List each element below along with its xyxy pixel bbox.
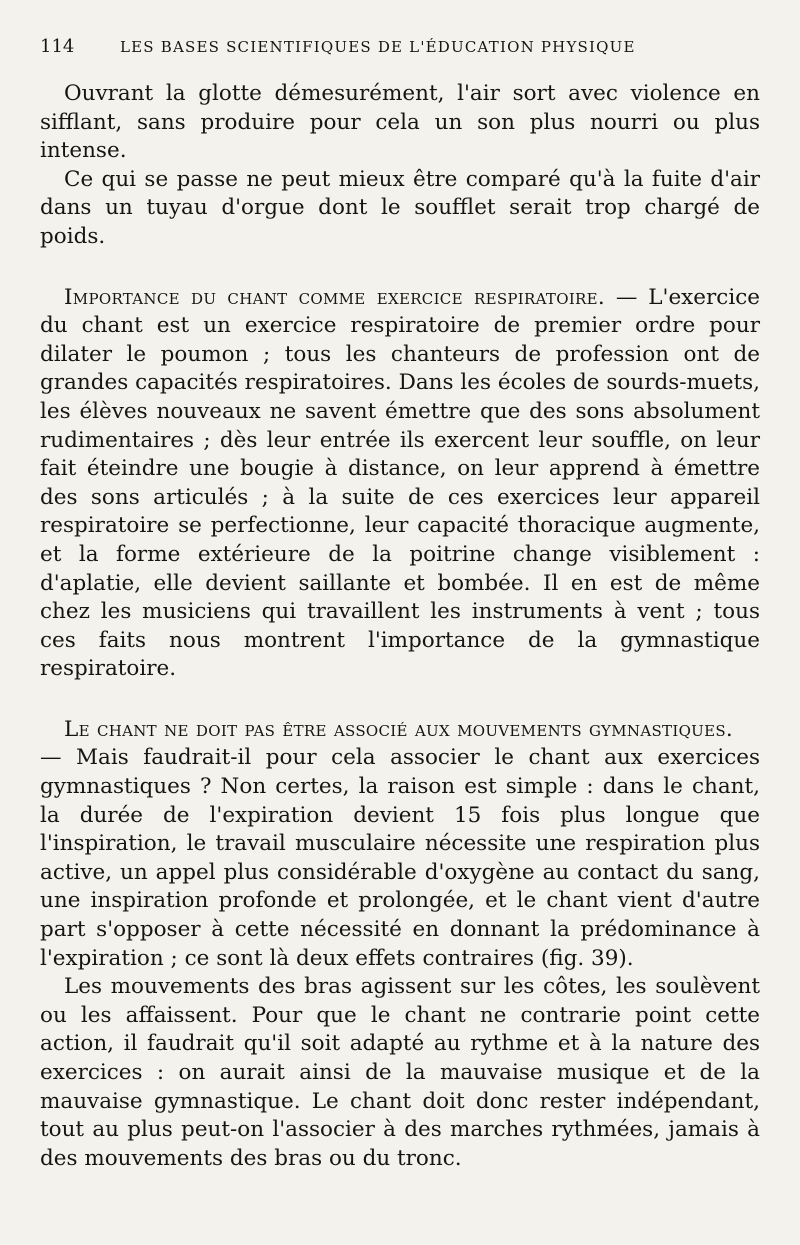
section-paragraph <box>40 284 760 684</box>
section-importance-du-chant <box>40 284 760 684</box>
page-number: 114 <box>40 36 75 57</box>
paragraph-glottis: Ouvrant la glotte démesurément, l'air sort avec violence en sifflant, sans produire pour cela un son plus nourri ou plus intense. <box>40 81 760 164</box>
paragraph-mouvements-des-bras: Les mouvements des bras agissent sur les côtes, les soulèvent ou les affaissent. Pour que le chant ne contrarie point cette action, il faudrait qu'il soit adapté au rythme et à la nature des exercices : on aurait ainsi de la mauvaise musique et de la mauvaise gymnastique. Le chant doit donc rester indépendant, tout au plus peut-on l'associer à des marches rythmées, jamais à des mouvements des bras ou du tronc. <box>40 974 760 1171</box>
body-text <box>40 80 760 1173</box>
section-heading: Importance du chant comme exercice respiratoire. <box>64 284 606 310</box>
section-heading: Le chant ne doit pas être associé aux mouvements gymnastiques. <box>64 716 734 742</box>
section-body: — L'exercice du chant est un exercice respiratoire de premier ordre pour dilater le poumon ; tous les chanteurs de profession ont de grandes capacités respiratoires. Dans les écoles de sourds-muets, les élèves nouveaux ne savent émettre que des sons absolument rudimentaires ; dès leur entrée ils exercent leur souffle, on leur fait éteindre une bougie à distance, on leur apprend à émettre des sons articulés ; à la suite de ces exercices leur appareil respiratoire se perfectionne, leur capacité thoracique augmente, et la forme extérieure de la poitrine change visiblement : d'aplatie, elle devient saillante et bombée. Il en est de même chez les musiciens qui travaillent les instruments à vent ; tous ces faits nous montrent l'importance de la gymnastique respiratoire. <box>40 284 760 682</box>
section-heading-line <box>40 716 760 745</box>
running-head <box>40 36 760 62</box>
section-body: — Mais faudrait-il pour cela associer le chant aux exercices gymnastiques ? Non certes, la raison est simple : dans le chant, la durée de l'expiration devient 15 fois plus longue que l'inspiration, le travail musculaire nécessite une respiration plus active, un appel plus considérable d'oxygène au contact du sang, une inspiration profonde et prolongée, et le chant vient d'autre part s'opposer à cette nécessité en donnant la prédominance à l'expiration ; ce sont là deux effets contraires (fig. 39). <box>40 745 760 971</box>
section-chant-non-associe <box>40 716 760 1174</box>
paragraph-organ-pipe: Ce qui se passe ne peut mieux être comparé qu'à la fuite d'air dans un tuyau d'orgue dont le soufflet serait trop chargé de poids. <box>40 166 760 249</box>
running-title: LES BASES SCIENTIFIQUES DE L'ÉDUCATION PHYSIQUE <box>120 38 636 56</box>
